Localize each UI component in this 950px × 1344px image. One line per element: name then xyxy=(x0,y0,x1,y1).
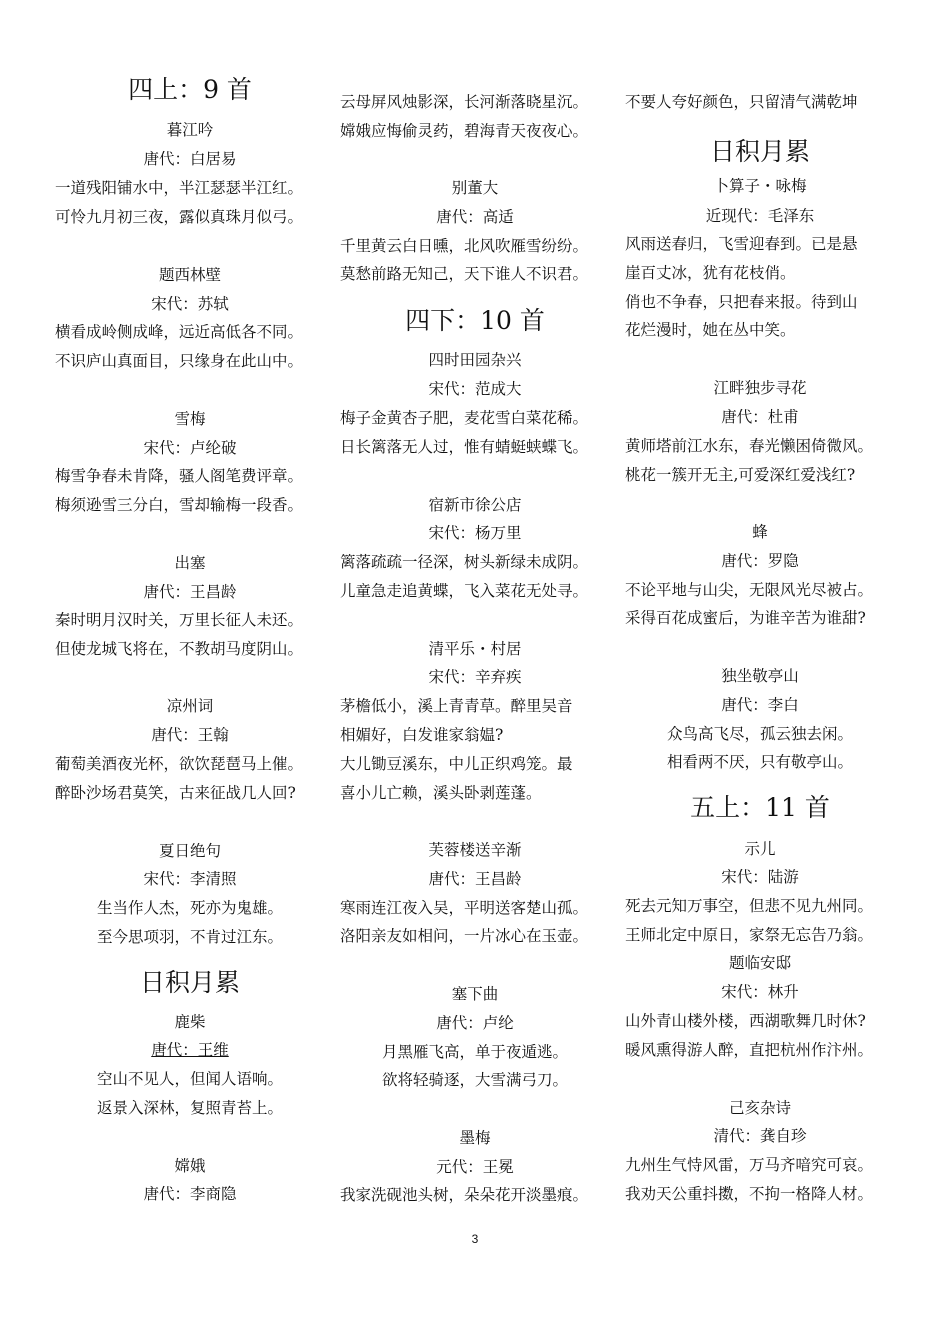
section-heading: 日积月累 xyxy=(139,968,240,997)
poem-title: 江畔独步寻花 xyxy=(713,379,807,397)
poem-author: 唐代：杜甫 xyxy=(721,408,799,426)
poem-author: 唐代：高适 xyxy=(436,208,514,226)
poem-title: 宿新市徐公店 xyxy=(428,496,522,514)
poem-author: 宋代：苏轼 xyxy=(151,295,229,313)
poem-title: 出塞 xyxy=(174,554,206,572)
poem-title: 暮江吟 xyxy=(166,121,214,139)
poem-author: 唐代：王维 xyxy=(151,1041,229,1059)
poem-line: 千里黄云白日曛，北风吹雁雪纷纷。 xyxy=(340,237,589,255)
section-heading: 四下：10 首 xyxy=(405,306,545,335)
poem-author: 唐代：李商隐 xyxy=(143,1185,237,1203)
poem-line: 梅雪争春未肯降，骚人阁笔费评章。 xyxy=(55,467,304,485)
poem-line: 莫愁前路无知己，天下谁人不识君。 xyxy=(340,265,589,283)
poem-line: 我劝天公重抖擞，不拘一格降人材。 xyxy=(625,1185,874,1203)
poem-line: 日长篱落无人过，惟有蜻蜓蛱蝶飞。 xyxy=(340,438,589,456)
poem-line: 横看成岭侧成峰，远近高低各不同。 xyxy=(55,323,304,341)
poem-line: 但使龙城飞将在，不教胡马度阴山。 xyxy=(55,640,304,658)
poem-title: 墨梅 xyxy=(459,1129,491,1147)
poem-line: 俏也不争春，只把春来报。待到山 xyxy=(625,293,858,311)
page-number: 3 xyxy=(471,1232,479,1246)
poem-line: 黄师塔前江水东，春光懒困倚微风。 xyxy=(625,437,874,455)
poem-author: 宋代：林升 xyxy=(721,983,799,1001)
poem-line: 茅檐低小，溪上青青草。醉里吴音 xyxy=(340,697,573,715)
poem-title: 鹿柴 xyxy=(174,1013,206,1031)
poem-line: 不要人夸好颜色，只留清气满乾坤 xyxy=(625,93,858,111)
poem-author: 宋代：卢纶破 xyxy=(143,439,237,457)
poem-line: 秦时明月汉时关，万里长征人未还。 xyxy=(55,611,304,629)
poem-line: 葡萄美酒夜光杯，欲饮琵琶马上催。 xyxy=(55,755,304,773)
poem-line: 花烂漫时，她在丛中笑。 xyxy=(625,321,796,339)
poem-line: 桃花一簇开无主,可爱深红爱浅红? xyxy=(625,466,856,484)
poem-title: 题临安邸 xyxy=(728,954,791,972)
poem-line: 喜小儿亡赖，溪头卧剥莲蓬。 xyxy=(340,784,542,802)
poem-title: 蜂 xyxy=(752,523,768,541)
poem-title: 凉州词 xyxy=(166,697,214,715)
poem-author: 唐代：李白 xyxy=(721,696,799,714)
poem-author: 唐代：王昌龄 xyxy=(143,583,237,601)
poem-line: 月黑雁飞高，单于夜遁逃。 xyxy=(381,1043,568,1061)
poem-line: 不识庐山真面目，只缘身在此山中。 xyxy=(55,352,304,370)
poem-title: 塞下曲 xyxy=(451,985,499,1003)
poem-author: 唐代：王昌龄 xyxy=(428,870,522,888)
poem-title: 清平乐・村居 xyxy=(428,640,522,658)
poem-line: 相看两不厌，只有敬亭山。 xyxy=(666,753,853,771)
poem-title: 独坐敬亭山 xyxy=(721,667,799,685)
poem-title: 四时田园杂兴 xyxy=(428,351,522,369)
poem-line: 生当作人杰，死亦为鬼雄。 xyxy=(96,899,283,917)
poem-title: 题西林壁 xyxy=(158,266,221,284)
poem-line: 云母屏风烛影深，长河渐落晓星沉。 xyxy=(340,93,589,111)
poem-line: 返景入深林，复照青苔上。 xyxy=(96,1099,283,1117)
poem-author: 清代：龚自珍 xyxy=(713,1127,807,1145)
poem-line: 寒雨连江夜入吴，平明送客楚山孤。 xyxy=(340,899,589,917)
poem-author: 近现代：毛泽东 xyxy=(705,207,815,225)
poem-author: 宋代：范成大 xyxy=(428,380,522,398)
poem-line: 我家洗砚池头树，朵朵花开淡墨痕。 xyxy=(340,1186,589,1204)
poem-title: 示儿 xyxy=(744,840,776,858)
poem-line: 九州生气恃风雷，万马齐喑究可哀。 xyxy=(625,1156,874,1174)
poem-title: 芙蓉楼送辛渐 xyxy=(428,841,522,859)
poem-title: 嫦娥 xyxy=(174,1157,206,1175)
section-heading: 四上：9 首 xyxy=(128,75,252,104)
poem-author: 唐代：卢纶 xyxy=(436,1014,514,1032)
poem-title: 雪梅 xyxy=(174,410,206,428)
poem-line: 不论平地与山尖，无限风光尽被占。 xyxy=(625,581,874,599)
poem-line: 相媚好，白发谁家翁媪? xyxy=(340,726,504,744)
poem-line: 嫦娥应悔偷灵药，碧海青天夜夜心。 xyxy=(340,122,589,140)
poem-line: 儿童急走追黄蝶，飞入菜花无处寻。 xyxy=(340,582,589,600)
poem-title: 己亥杂诗 xyxy=(728,1099,791,1117)
poem-author: 宋代：李清照 xyxy=(143,870,237,888)
poem-line: 可怜九月初三夜，露似真珠月似弓。 xyxy=(55,208,304,226)
poem-author: 元代：王冕 xyxy=(436,1158,514,1176)
poem-line: 崖百丈冰，犹有花枝俏。 xyxy=(625,264,796,282)
poem-title: 夏日绝句 xyxy=(158,842,221,860)
poem-author: 宋代：辛弃疾 xyxy=(428,668,522,686)
poem-line: 风雨送春归，飞雪迎春到。已是悬 xyxy=(625,235,858,253)
poem-line: 暖风熏得游人醉，直把杭州作汴州。 xyxy=(625,1041,874,1059)
poem-line: 洛阳亲友如相问，一片冰心在玉壶。 xyxy=(340,927,589,945)
section-heading: 日积月累 xyxy=(709,137,810,166)
poem-line: 至今思项羽，不肯过江东。 xyxy=(96,928,283,946)
poem-line: 梅子金黄杏子肥，麦花雪白菜花稀。 xyxy=(340,409,589,427)
poem-line: 梅须逊雪三分白，雪却输梅一段香。 xyxy=(55,496,304,514)
poem-author: 宋代：杨万里 xyxy=(428,524,522,542)
poem-title: 别董大 xyxy=(451,179,499,197)
poem-line: 众鸟高飞尽，孤云独去闲。 xyxy=(666,725,853,743)
poem-author: 唐代：王翰 xyxy=(151,726,229,744)
poem-line: 死去元知万事空，但悲不见九州同。 xyxy=(625,897,874,915)
poem-line: 大儿锄豆溪东，中儿正织鸡笼。最 xyxy=(340,755,573,773)
poem-line: 一道残阳铺水中，半江瑟瑟半江红。 xyxy=(55,179,304,197)
poem-line: 欲将轻骑逐，大雪满弓刀。 xyxy=(381,1071,568,1089)
poem-author: 唐代：罗隐 xyxy=(721,552,799,570)
poem-line: 空山不见人，但闻人语响。 xyxy=(96,1070,283,1088)
poem-line: 王师北定中原日，家祭无忘告乃翁。 xyxy=(625,926,874,944)
section-heading: 五上：11 首 xyxy=(690,793,830,822)
poem-line: 篱落疏疏一径深，树头新绿未成阴。 xyxy=(340,553,589,571)
poem-line: 醉卧沙场君莫笑，古来征战几人回? xyxy=(55,784,296,802)
poem-author: 唐代：白居易 xyxy=(143,150,237,168)
poem-title: 卜算子・咏梅 xyxy=(713,177,807,195)
poem-line: 山外青山楼外楼，西湖歌舞几时休? xyxy=(625,1012,866,1030)
poem-author: 宋代：陆游 xyxy=(721,868,799,886)
poem-line: 采得百花成蜜后，为谁辛苦为谁甜? xyxy=(625,609,866,627)
